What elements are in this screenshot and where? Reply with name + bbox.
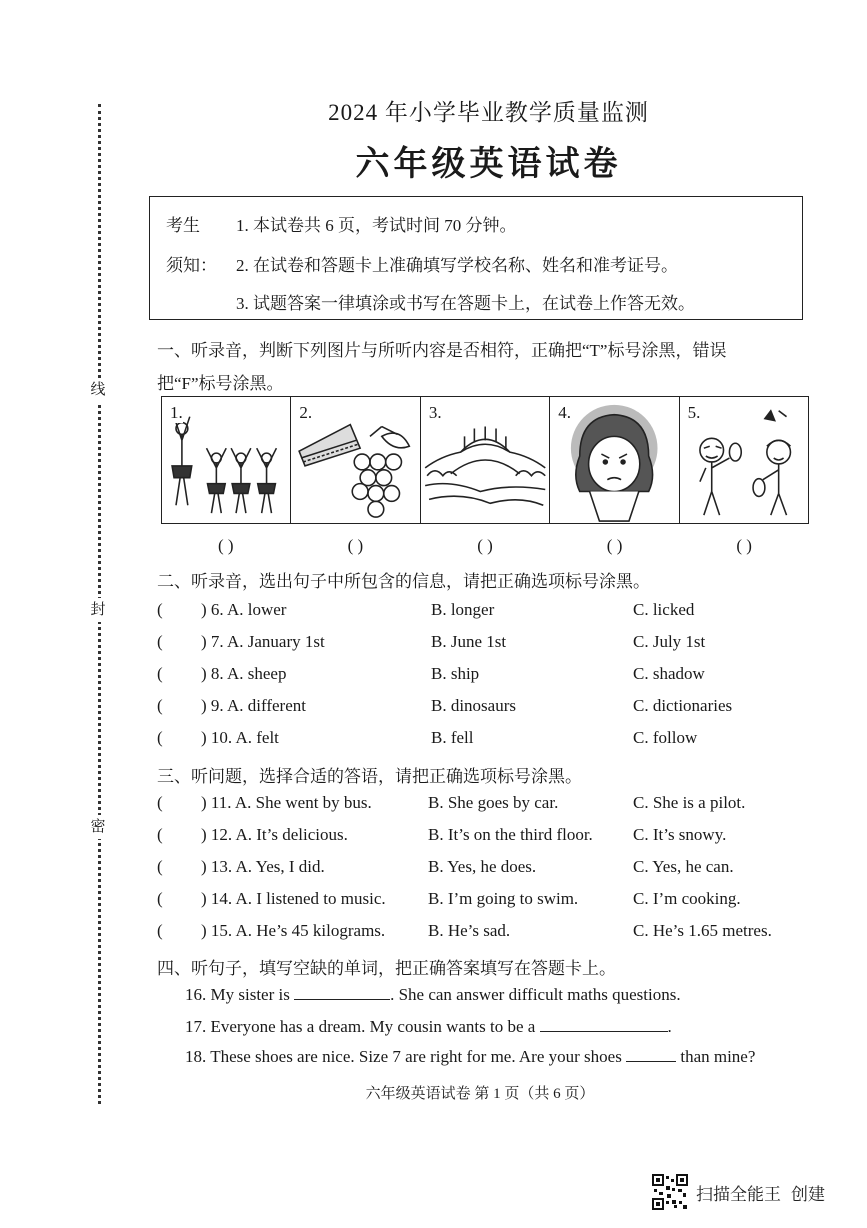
question-row bbox=[157, 889, 817, 915]
badminton-picture bbox=[680, 397, 808, 523]
question-row bbox=[157, 793, 817, 819]
option-b: B. He’s sad. bbox=[428, 921, 511, 940]
option-c: C. shadow bbox=[633, 664, 705, 683]
binding-seal-char: 封 bbox=[86, 598, 110, 622]
picture-strip bbox=[161, 396, 809, 524]
answer-paren-open[interactable]: ( bbox=[157, 696, 163, 715]
question-text: . bbox=[667, 1017, 672, 1036]
exam-title: 六年级英语试卷 bbox=[355, 144, 622, 184]
answer-blank[interactable] bbox=[294, 986, 390, 1000]
question-row bbox=[157, 664, 817, 690]
question-text: than mine? bbox=[676, 1047, 756, 1066]
qr-code-icon bbox=[652, 1174, 688, 1210]
notice-label-2: 须知： bbox=[166, 256, 217, 275]
answer-paren[interactable]: ( ) bbox=[218, 536, 234, 555]
answer-paren-open[interactable]: ( bbox=[157, 632, 163, 651]
question-row bbox=[157, 728, 817, 754]
option-a: ) 8. A. sheep bbox=[201, 664, 287, 683]
option-b: B. She goes by car. bbox=[428, 793, 559, 812]
option-c: C. licked bbox=[633, 600, 695, 619]
dancing-girls-picture bbox=[162, 397, 291, 523]
answer-paren-open[interactable]: ( bbox=[157, 728, 163, 747]
option-b: B. It’s on the third floor. bbox=[428, 825, 593, 844]
answer-paren-open[interactable]: ( bbox=[157, 664, 163, 683]
section4-heading: 四、听句子，填写空缺的单词，把正确答案填写在答题卡上。 bbox=[157, 959, 616, 978]
question-row bbox=[157, 696, 817, 722]
question-text: 18. These shoes are nice. Size 7 are right for me. Are your shoes bbox=[185, 1047, 627, 1066]
sandwich-grapes-picture bbox=[291, 397, 420, 523]
option-b: B. June 1st bbox=[431, 632, 507, 651]
option-c: C. dictionaries bbox=[633, 696, 733, 715]
option-a: ) 7. A. January 1st bbox=[201, 632, 325, 651]
fill-question-16 bbox=[185, 985, 681, 1005]
option-c: C. It’s snowy. bbox=[633, 825, 727, 844]
option-a: ) 6. A. lower bbox=[201, 600, 287, 619]
option-a: ) 15. A. He’s 45 kilograms. bbox=[201, 921, 386, 940]
section1-heading: 一、听录音，判断下列图片与所听内容是否相符，正确把“T”标号涂黑，错误 bbox=[157, 341, 727, 360]
option-b: B. Yes, he does. bbox=[428, 857, 537, 876]
option-b: B. I’m going to swim. bbox=[428, 889, 579, 908]
picture-number: 3. bbox=[428, 403, 442, 422]
picture-number: 5. bbox=[687, 403, 701, 422]
bridge-picture bbox=[421, 397, 550, 523]
picture-answer-row bbox=[161, 536, 809, 556]
question-row bbox=[157, 825, 817, 851]
option-a: ) 9. A. different bbox=[201, 696, 306, 715]
answer-paren-open[interactable]: ( bbox=[157, 857, 163, 876]
fill-question-18 bbox=[185, 1047, 755, 1067]
option-b: B. dinosaurs bbox=[431, 696, 516, 715]
option-c: C. Yes, he can. bbox=[633, 857, 734, 876]
picture-number: 4. bbox=[558, 403, 571, 422]
notice-label-1: 考生 bbox=[166, 216, 200, 235]
fill-question-17 bbox=[185, 1017, 672, 1037]
page-footer: 六年级英语试卷 第 1 页（共 6 页） bbox=[365, 1086, 595, 1102]
picture-number: 1. bbox=[170, 403, 183, 422]
section2-heading: 二、听录音，选出句子中所包含的信息，请把正确选项标号涂黑。 bbox=[157, 572, 650, 591]
answer-paren-open[interactable]: ( bbox=[157, 600, 163, 619]
answer-blank[interactable] bbox=[626, 1048, 676, 1062]
answer-paren[interactable]: ( ) bbox=[347, 536, 364, 555]
binding-line-char: 线 bbox=[86, 378, 110, 402]
question-text: 16. My sister is bbox=[185, 985, 295, 1004]
exam-subtitle: 2024 年小学毕业教学质量监测 bbox=[328, 100, 649, 125]
picture-number: 2. bbox=[299, 403, 313, 422]
question-row bbox=[157, 600, 817, 626]
question-text: 17. Everyone has a dream. My cousin wants to be a bbox=[185, 1017, 540, 1036]
question-row bbox=[157, 921, 817, 947]
option-b: B. fell bbox=[431, 728, 474, 747]
scanner-label: 扫描全能王 bbox=[696, 1184, 781, 1205]
option-c: C. She is a pilot. bbox=[633, 793, 746, 812]
question-text: . She can answer difficult maths questions. bbox=[390, 985, 681, 1004]
scanner-action: 创建 bbox=[791, 1184, 825, 1205]
notice-box bbox=[149, 196, 803, 320]
option-a: ) 11. A. She went by bus. bbox=[201, 793, 372, 812]
option-a: ) 13. A. Yes, I did. bbox=[201, 857, 325, 876]
answer-paren[interactable]: ( ) bbox=[736, 536, 752, 555]
answer-paren-open[interactable]: ( bbox=[157, 825, 163, 844]
binding-close-char: 密 bbox=[86, 815, 110, 839]
question-row bbox=[157, 857, 817, 883]
notice-item: 1. 本试卷共 6 页，考试时间 70 分钟。 bbox=[236, 216, 517, 235]
answer-blank[interactable] bbox=[540, 1018, 668, 1032]
option-c: C. follow bbox=[633, 728, 698, 747]
option-c: C. I’m cooking. bbox=[633, 889, 741, 908]
option-a: ) 12. A. It’s delicious. bbox=[201, 825, 348, 844]
option-c: C. He’s 1.65 metres. bbox=[633, 921, 772, 940]
answer-paren-open[interactable]: ( bbox=[157, 921, 163, 940]
scanner-watermark bbox=[652, 1173, 825, 1211]
section1-heading-cont: 把“F”标号涂黑。 bbox=[157, 374, 284, 393]
option-a: ) 14. A. I listened to music. bbox=[201, 889, 386, 908]
answer-paren[interactable]: ( ) bbox=[477, 536, 493, 555]
question-row bbox=[157, 632, 817, 658]
section3-heading: 三、听问题，选择合适的答语，请把正确选项标号涂黑。 bbox=[157, 767, 582, 786]
option-a: ) 10. A. felt bbox=[201, 728, 279, 747]
answer-paren[interactable]: ( ) bbox=[606, 536, 623, 555]
option-b: B. ship bbox=[431, 664, 480, 683]
option-c: C. July 1st bbox=[633, 632, 706, 651]
angry-girl-picture bbox=[550, 397, 679, 523]
answer-paren-open[interactable]: ( bbox=[157, 889, 163, 908]
option-b: B. longer bbox=[431, 600, 495, 619]
answer-paren-open[interactable]: ( bbox=[157, 793, 163, 812]
notice-item: 3. 试题答案一律填涂或书写在答题卡上，在试卷上作答无效。 bbox=[236, 294, 695, 313]
notice-item: 2. 在试卷和答题卡上准确填写学校名称、姓名和准考证号。 bbox=[236, 256, 678, 275]
